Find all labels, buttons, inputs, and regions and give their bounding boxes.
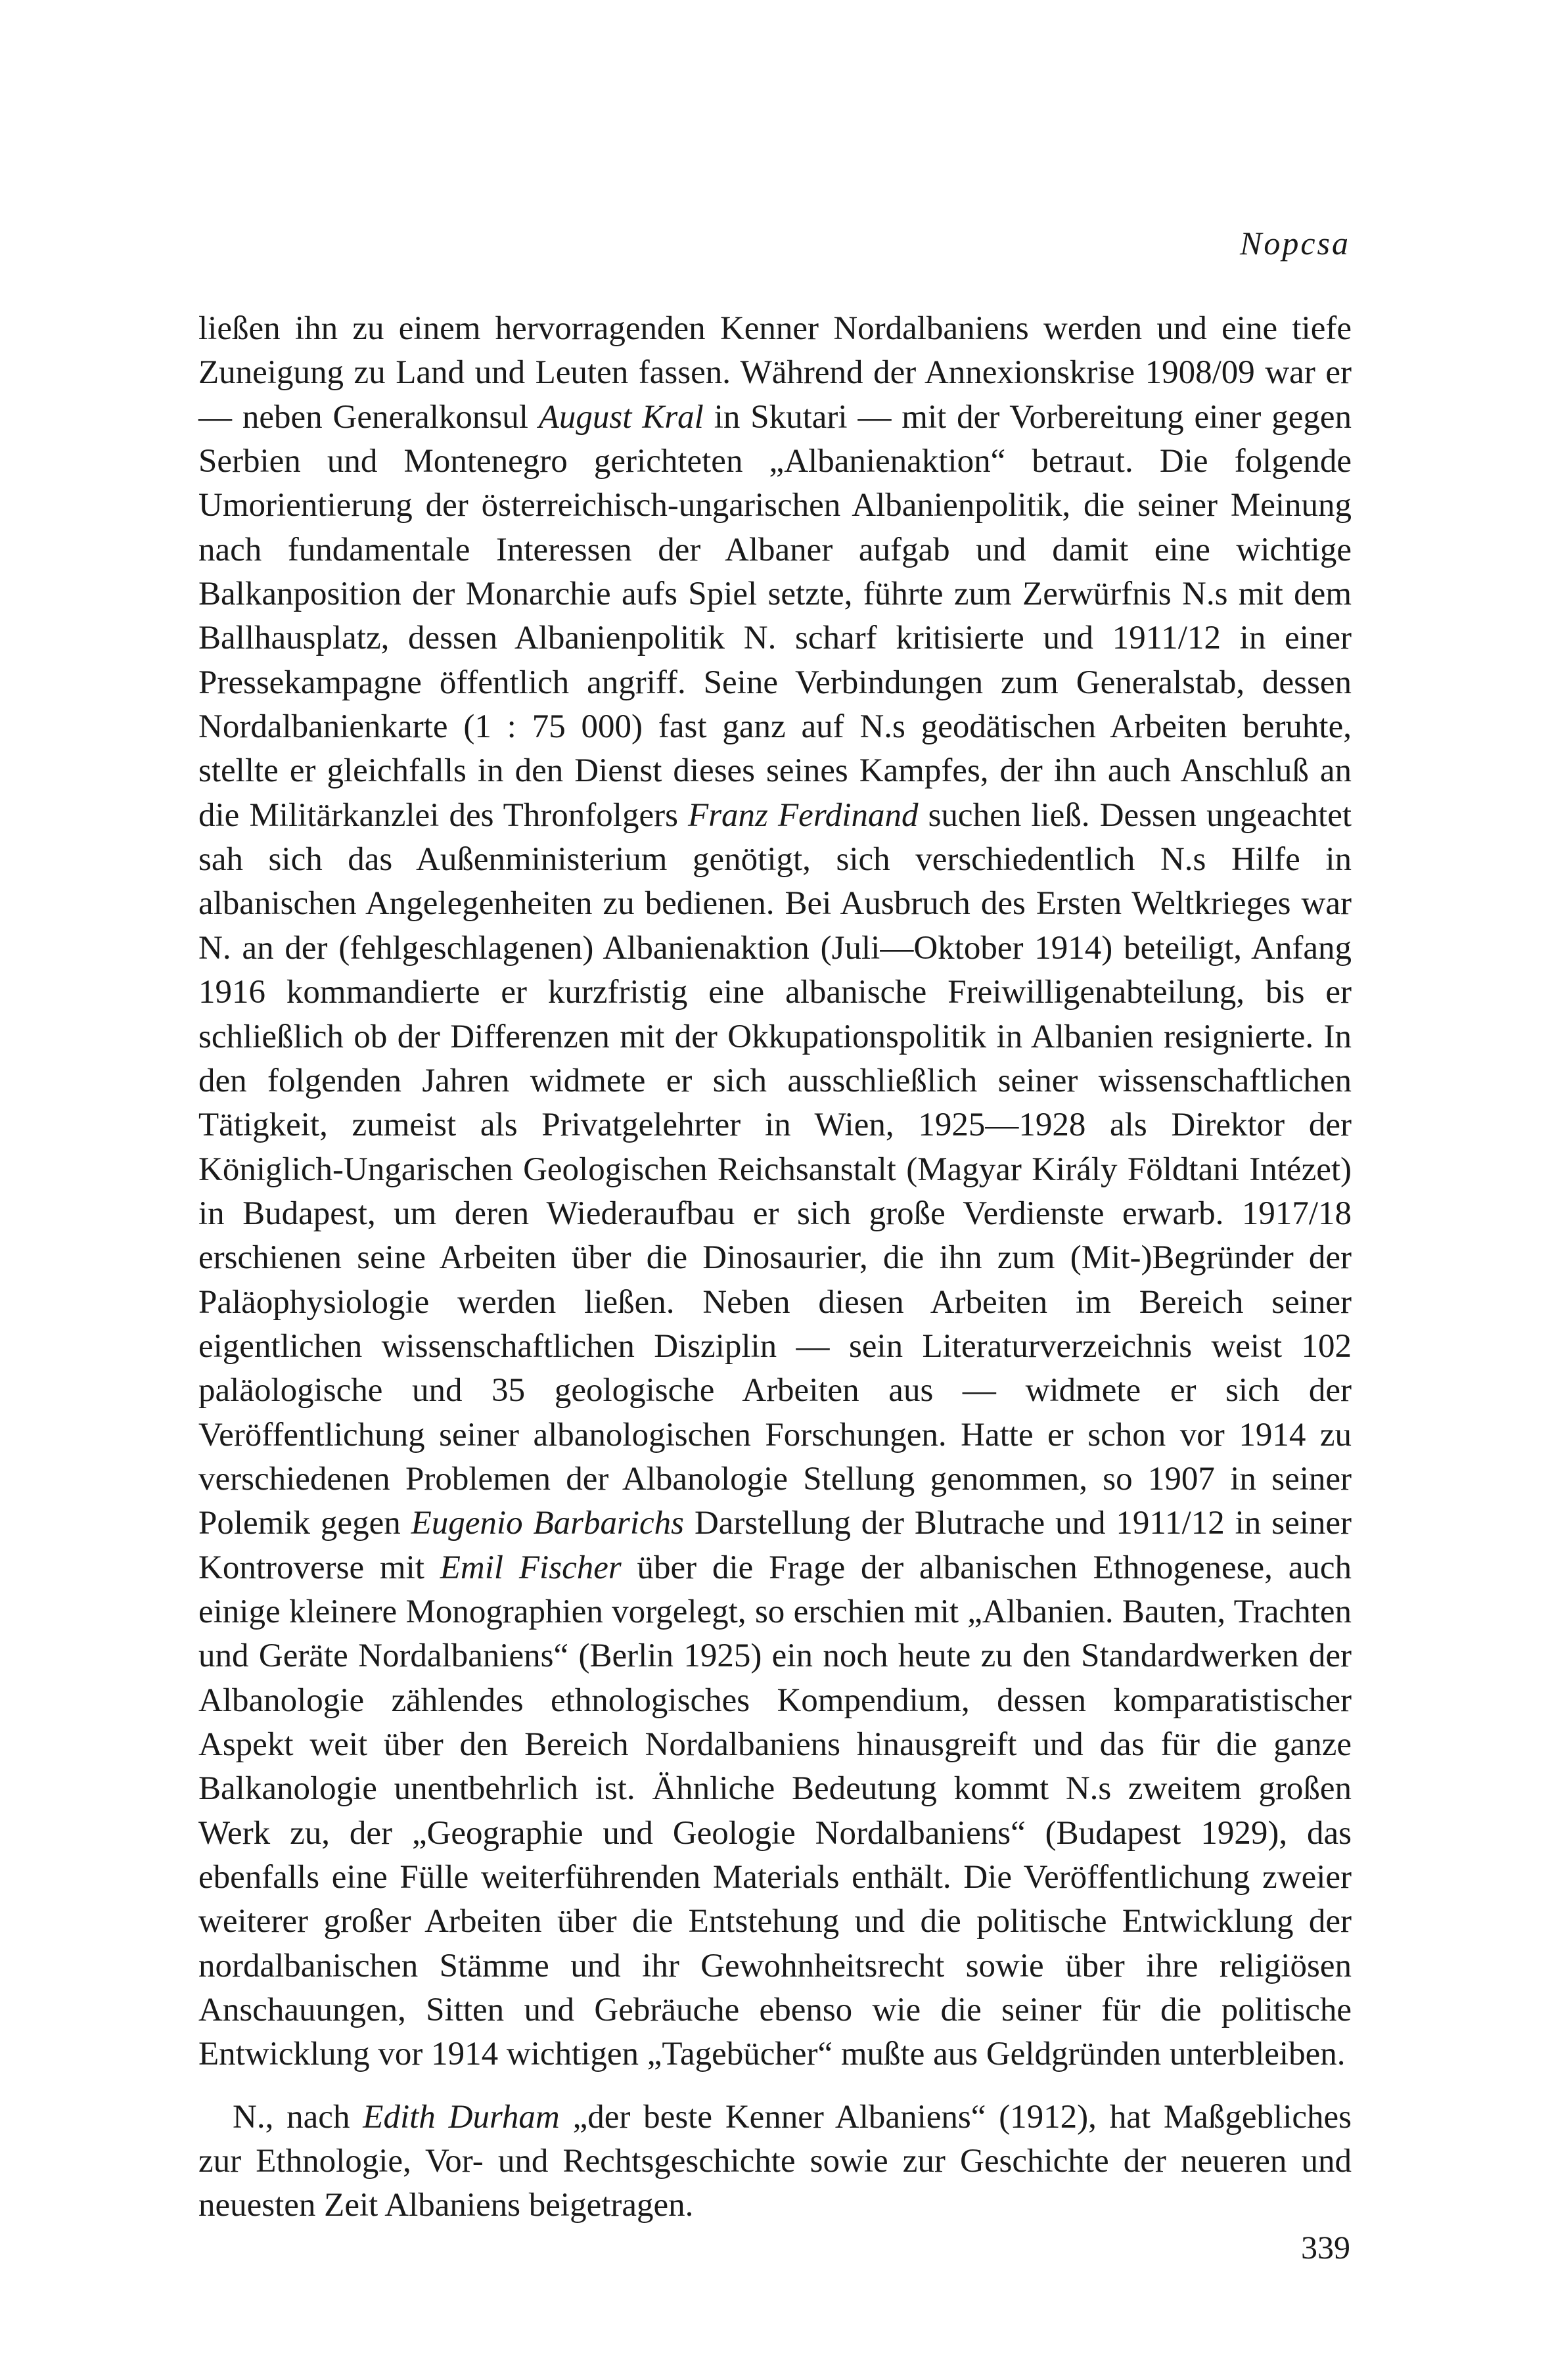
paragraph-1-part-2: in Skutari — mit der Vorbereitung einer gegen Serbien und Montenegro gerichteten „Albanienaktion“ betraut. Die folgende Umorientierung der österreichisch-ungarischen Albanienpolitik, die seiner Meinung nach fundamentale Interessen der Albaner aufgab und damit eine wichtige Balkanposition der Monarchie aufs Spiel setzte, führte zum Zerwürfnis N.s mit dem Ballhausplatz, dessen Albanienpolitik N. scharf kritisierte und 1911/12 in einer Pressekampagne öffentlich angriff. Seine Verbindungen zum Generalstab, dessen Nordalbanienkarte (1 : 75 000) fast ganz auf N.s geodätischen Arbeiten beruhte, stellte er gleichfalls in den Dienst dieses seines Kampfes, der ihn auch Anschluß an die Militärkanzlei des Thronfolgers bbox=[198, 398, 1352, 834]
person-name-eugenio-barbarich: Eugenio Barbarichs bbox=[411, 1505, 685, 1542]
paragraph-1-part-5: über die Frage der albanischen Ethnogenese, auch einige kleinere Monographien vorgelegt, so erschien mit „Albanien. Bauten, Trachten und Geräte Nordalbaniens“ (Berlin 1925) ein noch heute zu den Standardwerken der Albanologie zählendes ethnologisches Kompendium, dessen komparatistischer Aspekt weit über den Bereich Nordalbaniens hinausgreift und das für die ganze Balkanologie unentbehrlich ist. Ähnliche Bedeutung kommt N.s zweitem großen Werk zu, der „Geographie und Geologie Nordalbaniens“ (Budapest 1929), das ebenfalls eine Fülle weiterführenden Materials enthält. Die Veröffentlichung zweier weiterer großer Arbeiten über die Entstehung und die politische Entwicklung der nordalbanischen Stämme und ihr Gewohnheitsrecht sowie über ihre religiösen Anschauungen, Sitten und Gebräuche ebenso wie die seiner für die politische Entwicklung vor 1914 wichtigen „Tagebücher“ mußte aus Geldgründen unterbleiben. bbox=[198, 1549, 1352, 2073]
body-text bbox=[198, 307, 1352, 2228]
running-head: Nopcsa bbox=[1240, 225, 1350, 262]
page-number: 339 bbox=[1301, 2229, 1350, 2266]
paragraph-2 bbox=[198, 2095, 1352, 2228]
person-name-emil-fischer: Emil Fischer bbox=[440, 1549, 622, 1586]
person-name-edith-durham: Edith Durham bbox=[363, 2098, 560, 2136]
paragraph-1-part-4: Darstellung der Blutrache und 1911/12 in seiner Kontroverse mit bbox=[198, 1505, 1352, 1586]
paragraph-2-part-2: „der beste Kenner Albaniens“ (1912), hat Maßgebliches zur Ethnologie, Vor- und Rechtsgeschichte sowie zur Geschichte der neueren und neuesten Zeit Albaniens beigetragen. bbox=[198, 2098, 1352, 2224]
paragraph-1 bbox=[198, 307, 1352, 2077]
paragraph-1-part-3: suchen ließ. Dessen ungeachtet sah sich das Außenministerium genötigt, sich verschiedentlich N.s Hilfe in albanischen Angelegenheiten zu bedienen. Bei Ausbruch des Ersten Weltkrieges war N. an der (fehlgeschlagenen) Albanienaktion (Juli—Oktober 1914) beteiligt, Anfang 1916 kommandierte er kurzfristig eine albanische Freiwilligenabteilung, bis er schließlich ob der Differenzen mit der Okkupationspolitik in Albanien resignierte. In den folgenden Jahren widmete er sich ausschließlich seiner wissenschaftlichen Tätigkeit, zumeist als Privatgelehrter in Wien, 1925—1928 als Direktor der Königlich-Ungarischen Geologischen Reichsanstalt (Magyar Király Földtani Intézet) in Budapest, um deren Wiederaufbau er sich große Verdienste erwarb. 1917/18 erschienen seine Arbeiten über die Dinosaurier, die ihn zum (Mit-)Begründer der Paläophysiologie werden ließen. Neben diesen Arbeiten im Bereich seiner eigentlichen wissenschaftlichen Disziplin — sein Literaturverzeichnis weist 102 paläologische und 35 geologische Arbeiten aus — widmete er sich der Veröffentlichung seiner albanologischen Forschungen. Hatte er schon vor 1914 zu verschiedenen Problemen der Albanologie Stellung genommen, so 1907 in seiner Polemik gegen bbox=[198, 796, 1352, 1542]
paragraph-2-part-1: N., nach bbox=[233, 2098, 363, 2136]
paragraph-1-part-1: ließen ihn zu einem hervorragenden Kenner Nordalbaniens werden und eine tiefe Zuneigung zu Land und Leuten fassen. Während der Annexionskrise 1908/09 war er — neben Generalkonsul bbox=[198, 310, 1352, 436]
person-name-franz-ferdinand: Franz Ferdinand bbox=[688, 796, 919, 834]
person-name-august-kral: August Kral bbox=[538, 398, 704, 436]
